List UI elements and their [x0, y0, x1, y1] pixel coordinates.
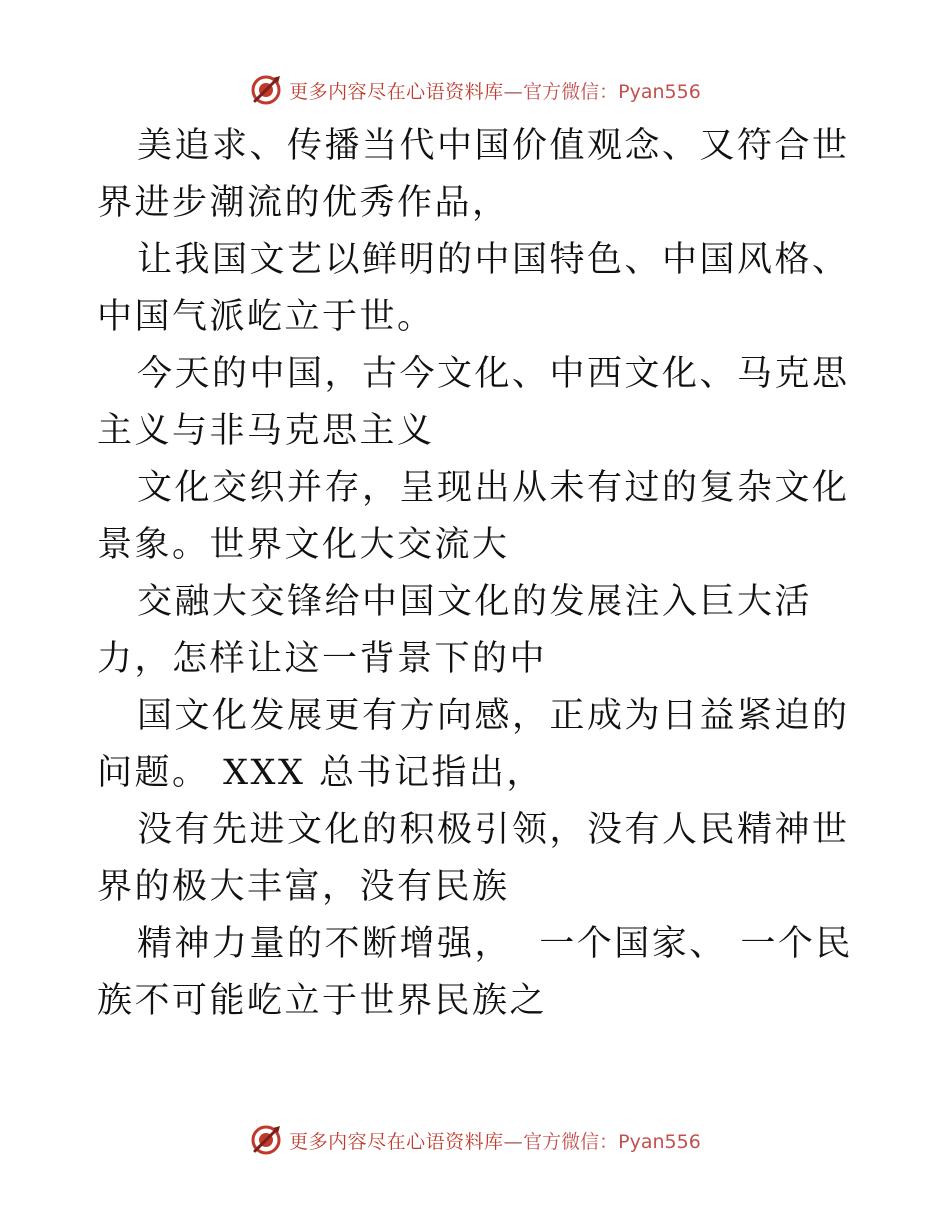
footer-separator: — [503, 1130, 524, 1153]
red-quill-emblem-icon [249, 1123, 283, 1157]
footer-wechat-text: 官方微信：Pyan556 [523, 1130, 701, 1153]
header-separator: — [503, 80, 524, 103]
footer-site-text: 更多内容尽在心语资料库 [289, 1130, 504, 1153]
paragraph: 文化交织并存，呈现出从未有过的复杂文化景象。世界文化大交流大 [97, 468, 850, 565]
footer-watermark-inner [249, 1123, 701, 1157]
header-watermark-inner [249, 73, 701, 107]
paragraph: 没有先进文化的积极引领，没有人民精神世界的极大丰富，没有民族 [97, 810, 850, 907]
red-quill-emblem-icon [249, 73, 283, 107]
header-site-text: 更多内容尽在心语资料库 [289, 80, 504, 103]
document-body [97, 118, 857, 1030]
paragraph: 国文化发展更有方向感，正成为日益紧迫的问题。 XXX 总书记指出， [97, 696, 850, 793]
footer-watermark [0, 1120, 950, 1160]
paragraph: 今天的中国，古今文化、中西文化、马克思主义与非马克思主义 [97, 354, 850, 451]
header-wechat-text: 官方微信：Pyan556 [523, 80, 701, 103]
paragraph: 美追求、传播当代中国价值观念、又符合世界进步潮流的优秀作品， [97, 126, 850, 223]
footer-watermark-text [289, 1127, 701, 1154]
paragraph: 交融大交锋给中国文化的发展注入巨大活力，怎样让这一背景下的中 [97, 582, 813, 679]
header-watermark [0, 70, 950, 110]
paragraph: 精神力量的不断增强， 一个国家、 一个民族不可能屹立于世界民族之 [97, 924, 853, 1021]
header-watermark-text [289, 77, 701, 104]
paragraph: 让我国文艺以鲜明的中国特色、中国风格、中国气派屹立于世。 [97, 240, 850, 337]
